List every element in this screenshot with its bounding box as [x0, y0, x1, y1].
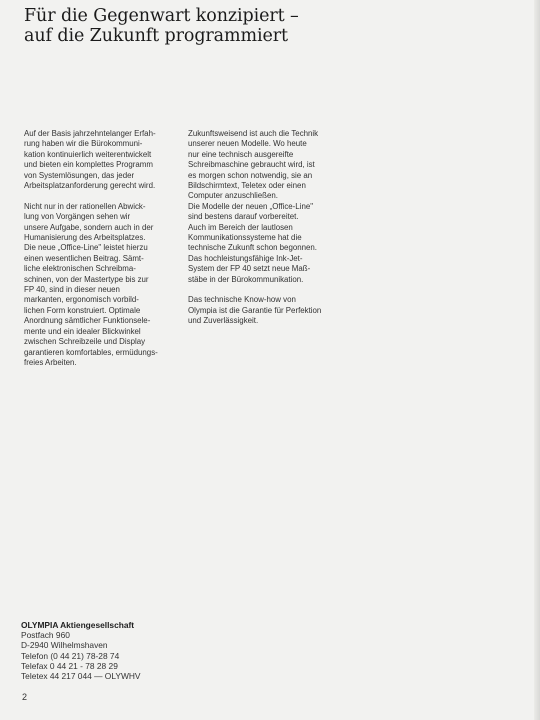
company-name: OLYMPIA Aktiengesellschaft	[21, 620, 135, 630]
paragraph: Nicht nur in der rationellen Abwick- lung von Vorgängen sehen wir unsere Aufgabe, sondern auch in der Humanisierung des Arbeitsplatzes. Die neue „Office-Line" leistet hierzu einen wesentlichen Beitrag. Sämt- liche elektronischen Schreibma- schinen, von der Mastertype bis zur FP 40, sind in dieser neuen markanten, ergonomisch vorbild- lichen Form konstruiert. Optimale Anordnung sämtlicher Funktionsele- mente und ein idealer Blickwinkel zwischen Schreibzeile und Display garantieren komfortables, ermüdungs- freies Arbeiten.	[24, 201, 158, 367]
text-column-left	[24, 129, 184, 379]
address-city: D-2940 Wilhelmshaven	[21, 640, 108, 651]
address-teletex: Teletex 44 217 044 — OLYWHV	[21, 671, 141, 682]
title-line-2: auf die Zukunft programmiert	[24, 26, 288, 46]
page-number: 2	[22, 692, 28, 702]
paragraph: Auf der Basis jahrzehntelanger Erfah- rung haben wir die Bürokommuni- kation kontinuierlich weiterentwickelt und bieten ein komplettes Programm von Systemlösungen, das jeder Arbeitsplatzanforderung gerecht wird.	[24, 129, 156, 191]
address-telefax: Telefax 0 44 21 - 78 28 29	[21, 660, 118, 671]
paragraph: Zukunftsweisend ist auch die Technik unserer neuen Modelle. Wo heute nur eine technisch ausgereifte Schreibmaschine gebraucht wird, ist es morgen schon notwendig, sie an Bildschirmtext, Teletex oder einen Computer anzuschließen. Die Modelle der neuen „Office-Line" sind bestens darauf vorbereitet. Auch im Bereich der lautlosen Kommunikationssysteme hat die technische Zukunft schon begonnen. Das hochleistungsfähige Ink-Jet- System der FP 40 setzt neue Maß- stäbe in der Bürokommunikation.	[188, 129, 319, 284]
address-telefon: Telefon (0 44 21) 78-28 74	[21, 650, 120, 661]
company-address	[21, 620, 221, 681]
title-line-1: Für die Gegenwart konzipiert –	[24, 6, 299, 26]
address-postfach: Postfach 960	[21, 630, 70, 641]
page-edge-shadow	[534, 0, 540, 720]
page-title	[24, 6, 354, 46]
text-column-right	[188, 129, 348, 337]
paragraph: Das technische Know-how von Olympia ist die Garantie für Perfektion und Zuverlässigkeit.	[188, 295, 322, 326]
